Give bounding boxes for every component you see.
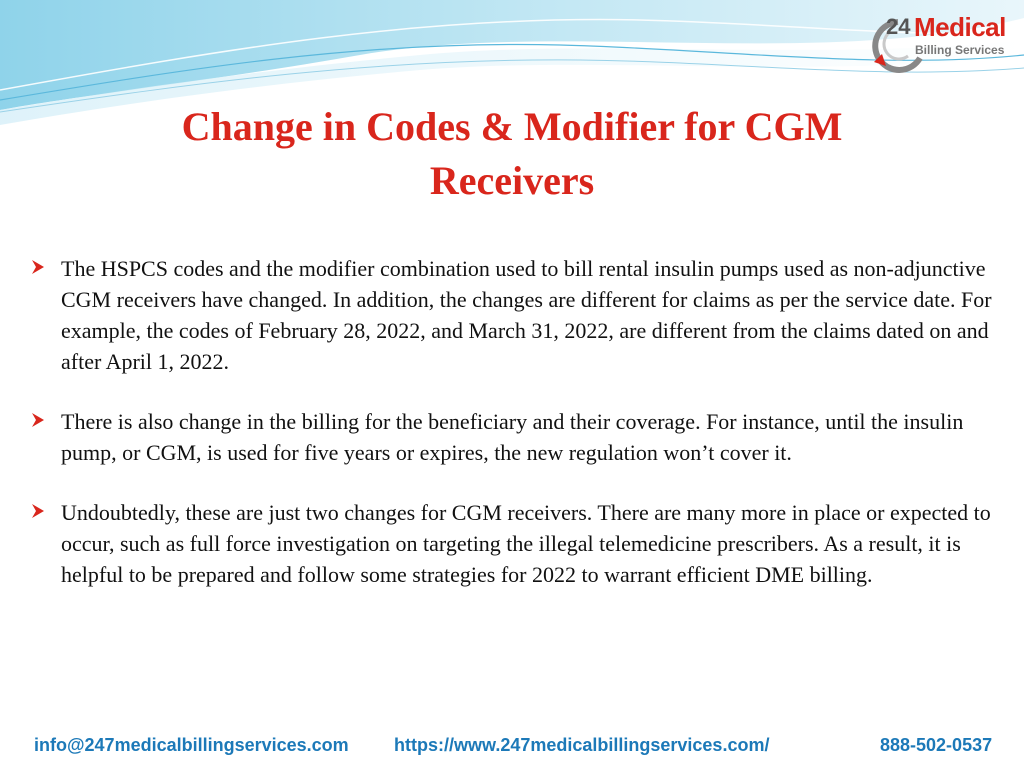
footer	[0, 733, 1024, 761]
company-logo	[868, 12, 1020, 78]
bullet-item	[30, 497, 1005, 590]
logo-number: 24	[886, 14, 911, 39]
title-line-1: Change in Codes & Modifier for CGM	[181, 104, 843, 149]
bullet-text: There is also change in the billing for the beneficiary and their coverage. For instance, until the insulin pump, or CGM, is used for five years or expires, the new regulation won’t cover it.	[61, 409, 964, 465]
arrow-bullet-icon	[30, 503, 46, 519]
footer-phone[interactable]: 888-502-0537	[880, 735, 993, 755]
footer-website-link[interactable]: https://www.247medicalbillingservices.com/	[394, 735, 770, 755]
logo-subtitle: Billing Services	[915, 43, 1005, 57]
bullet-item	[30, 253, 1005, 377]
bullet-text: The HSPCS codes and the modifier combination used to bill rental insulin pumps used as non-adjunctive CGM receivers have changed. In addition, the changes are different for claims as per the service date. For example, the codes of February 28, 2022, and March 31, 2022, are different from the claims dated on and after April 1, 2022.	[61, 256, 992, 374]
arrow-bullet-icon	[30, 259, 46, 275]
bullet-list	[30, 253, 1005, 619]
title-line-2: Receivers	[429, 158, 595, 203]
footer-email-link[interactable]: info@247medicalbillingservices.com	[34, 735, 349, 755]
slide-title	[100, 100, 924, 208]
bullet-text: Undoubtedly, these are just two changes for CGM receivers. There are many more in place or expected to occur, such as full force investigation on targeting the illegal telemedicine prescribers. As a result, it is helpful to be prepared and follow some strategies for 2022 to warrant efficient DME billing.	[61, 500, 991, 587]
bullet-item	[30, 406, 1005, 468]
logo-name: Medical	[914, 12, 1006, 42]
arrow-bullet-icon	[30, 412, 46, 428]
